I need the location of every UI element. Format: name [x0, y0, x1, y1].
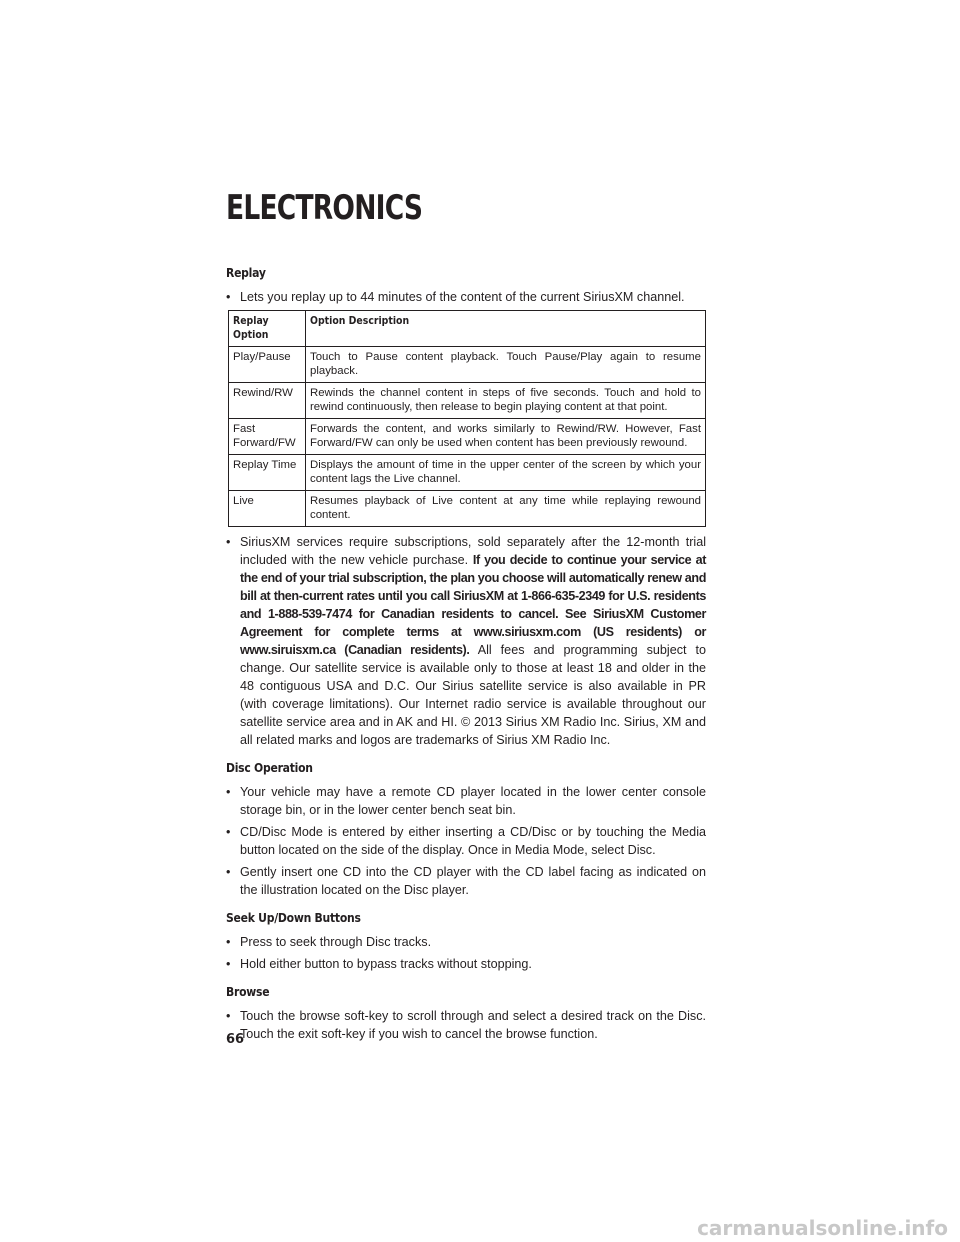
- subscription-text-end: All fees and programming subject to change. Our satellite service is available only to those at least 18 and older in the 48 contiguous USA and D.C. Our Sirius satellite service is also available in PR (with coverage limitations). Our Internet radio service is available throughout our satellite service area and in AK and HI. © 2013 Sirius XM Radio Inc. Sirius, XM and all related marks and logos are trademarks of Sirius XM Radio Inc.: [240, 643, 706, 747]
- bullet-icon: •: [226, 535, 231, 549]
- option-name: Fast Forward/FW: [229, 419, 306, 455]
- table-row: [229, 383, 706, 419]
- subscription-text-start: SiriusXM services require subscriptions, sold separately after the 12-month trial included with the new vehicle purchase.: [240, 535, 706, 567]
- bullet-icon: •: [226, 935, 231, 949]
- option-description: Displays the amount of time in the upper center of the screen by which your content lags the Live channel.: [306, 455, 706, 491]
- list-item: [226, 533, 706, 749]
- bullet-icon: •: [226, 785, 231, 799]
- page-number: 66: [226, 1032, 245, 1047]
- list-item: [226, 863, 706, 899]
- bullet-icon: •: [226, 1009, 231, 1023]
- page-content: [226, 264, 706, 1047]
- disc-bullet-text: Gently insert one CD into the CD player with the CD label facing as indicated on the illustration located on the Disc player.: [240, 865, 706, 897]
- option-name: Replay Time: [229, 455, 306, 491]
- replay-bullet-text: Lets you replay up to 44 minutes of the content of the current SiriusXM channel.: [240, 290, 685, 304]
- option-description: Forwards the content, and works similarly to Rewind/RW. However, Fast Forward/FW can only be used when content has been previously rewound.: [306, 419, 706, 455]
- seek-buttons-heading: Seek Up/Down Buttons: [226, 910, 361, 925]
- option-name: Play/Pause: [229, 347, 306, 383]
- table-row: [229, 347, 706, 383]
- replay-heading: Replay: [226, 265, 266, 280]
- seek-bullet-text: Press to seek through Disc tracks.: [240, 935, 432, 949]
- seek-bullet-text: Hold either button to bypass tracks without stopping.: [240, 957, 532, 971]
- list-item: [226, 783, 706, 819]
- bullet-icon: •: [226, 865, 231, 879]
- bullet-icon: •: [226, 957, 231, 971]
- option-name: Live: [229, 491, 306, 527]
- subscription-terms-bold: If you decide to continue your service at the end of your trial subscription, the plan you choose will automatically renew and bill at then-current rates until you call SiriusXM at 1-866-635-2349 for U.S. residents and 1-888-539-7474 for Canadian residents to cancel. See SiriusXM Customer Agreement for complete terms at www.siriusxm.com (US residents) or www.siruisxm.ca (Canadian residents).: [240, 553, 707, 657]
- watermark: carmanualsonline.info: [697, 1216, 948, 1240]
- disc-bullet-text: Your vehicle may have a remote CD player located in the lower center console storage bin, or in the lower center bench seat bin.: [240, 785, 706, 817]
- option-description: Resumes playback of Live content at any time while replaying rewound content.: [306, 491, 706, 527]
- column-header: Replay Option: [229, 311, 306, 347]
- option-description: Touch to Pause content playback. Touch Pause/Play again to resume playback.: [306, 347, 706, 383]
- table-row: [229, 419, 706, 455]
- table-row: [229, 491, 706, 527]
- list-item: [226, 955, 706, 973]
- disc-operation-heading: Disc Operation: [226, 760, 313, 775]
- browse-bullet-text: Touch the browse soft-key to scroll through and select a desired track on the Disc. Touch the exit soft-key if you wish to cancel the browse function.: [240, 1009, 706, 1041]
- browse-heading: Browse: [226, 984, 270, 999]
- replay-options-table: [228, 310, 706, 527]
- bullet-icon: •: [226, 825, 231, 839]
- list-item: [226, 823, 706, 859]
- list-item: [226, 933, 706, 951]
- option-name: Rewind/RW: [229, 383, 306, 419]
- option-description: Rewinds the channel content in steps of five seconds. Touch and hold to rewind continuously, then release to begin playing content at that point.: [306, 383, 706, 419]
- table-header-row: [229, 311, 706, 347]
- section-title: ELECTRONICS: [226, 188, 423, 228]
- list-item: [226, 1007, 706, 1043]
- list-item: [226, 288, 706, 306]
- disc-bullet-text: CD/Disc Mode is entered by either inserting a CD/Disc or by touching the Media button located on the side of the display. Once in Media Mode, select Disc.: [240, 825, 706, 857]
- table-row: [229, 455, 706, 491]
- column-header: Option Description: [306, 311, 706, 347]
- bullet-icon: •: [226, 290, 231, 304]
